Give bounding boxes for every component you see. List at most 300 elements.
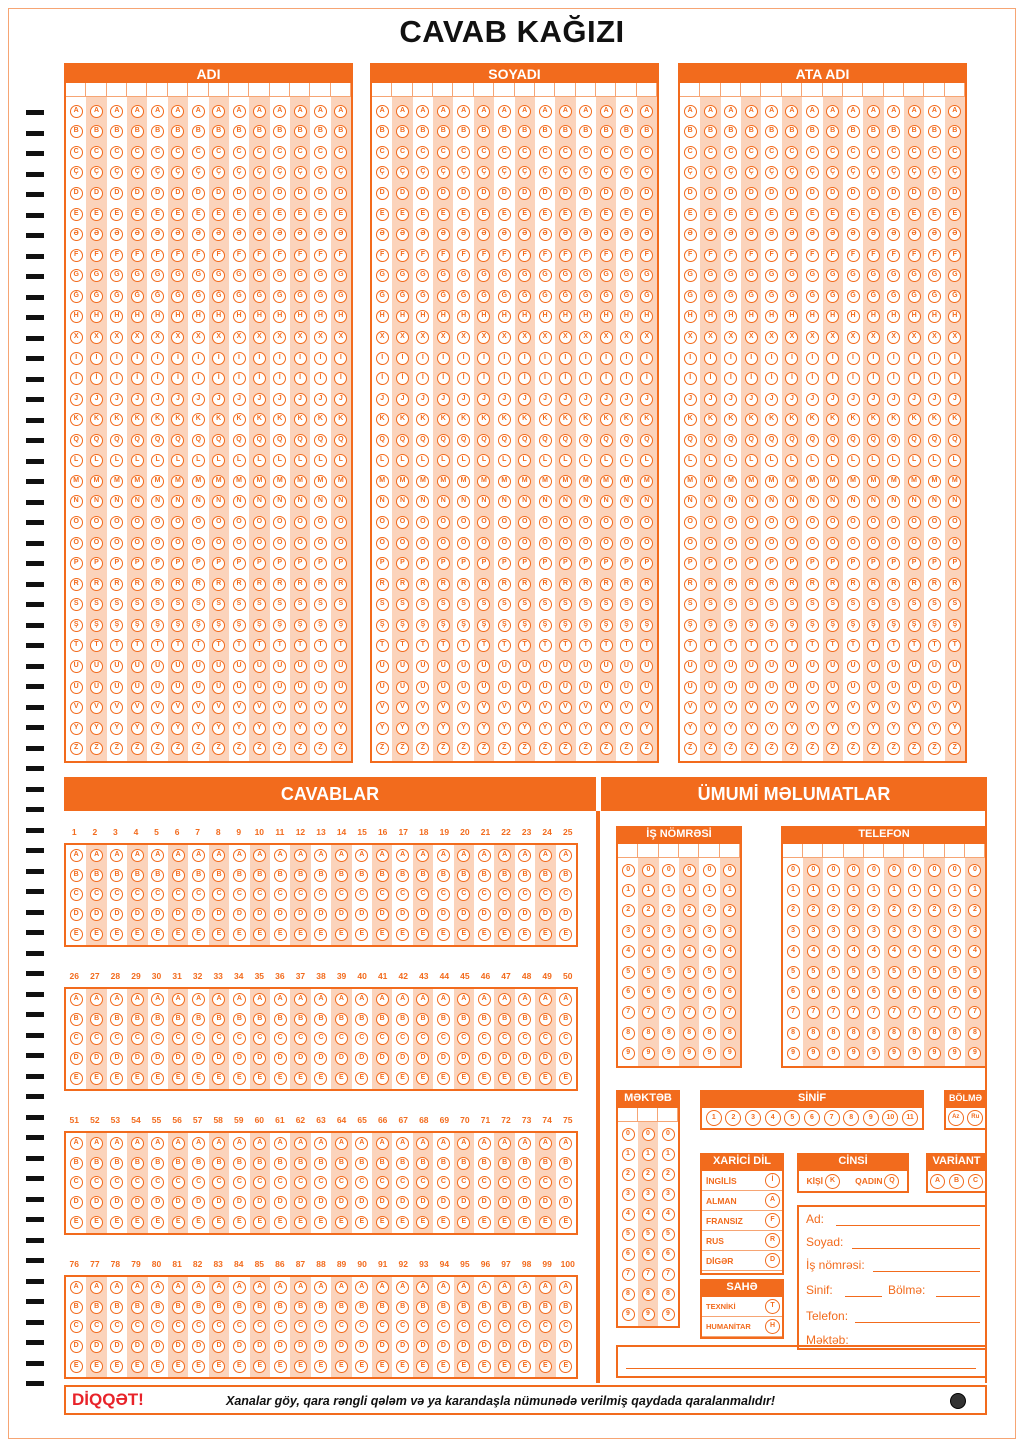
letter-bubble[interactable]: H xyxy=(376,310,389,323)
answer-bubble[interactable]: C xyxy=(110,1176,123,1189)
letter-bubble[interactable]: İ xyxy=(948,372,961,385)
letter-bubble[interactable]: R xyxy=(294,578,307,591)
letter-bubble[interactable]: B xyxy=(233,125,246,138)
letter-bubble[interactable]: J xyxy=(847,393,860,406)
letter-bubble[interactable]: K xyxy=(785,413,798,426)
letter-bubble[interactable]: Ö xyxy=(90,537,103,550)
answer-bubble[interactable]: E xyxy=(192,1360,205,1373)
letter-bubble[interactable]: L xyxy=(294,454,307,467)
letter-bubble[interactable]: A xyxy=(620,105,633,118)
answer-bubble[interactable]: C xyxy=(314,1032,327,1045)
letter-bubble[interactable]: F xyxy=(273,249,286,262)
letter-bubble[interactable]: K xyxy=(171,413,184,426)
letter-bubble[interactable]: D xyxy=(253,187,266,200)
answer-bubble[interactable]: B xyxy=(396,1157,409,1170)
letter-bubble[interactable]: C xyxy=(334,146,347,159)
letter-bubble[interactable]: S xyxy=(704,598,717,611)
letter-bubble[interactable]: L xyxy=(806,454,819,467)
letter-bubble[interactable]: O xyxy=(765,516,778,529)
letter-bubble[interactable]: D xyxy=(110,187,123,200)
digit-bubble[interactable]: 3 xyxy=(642,925,655,938)
letter-bubble[interactable]: U xyxy=(151,660,164,673)
write-in-box[interactable] xyxy=(843,83,863,97)
letter-bubble[interactable]: Ö xyxy=(559,537,572,550)
letter-bubble[interactable]: N xyxy=(600,495,613,508)
digit-bubble[interactable]: 9 xyxy=(968,1047,981,1060)
answer-bubble[interactable]: E xyxy=(314,928,327,941)
letter-bubble[interactable]: Ö xyxy=(640,537,653,550)
letter-bubble[interactable]: E xyxy=(294,208,307,221)
letter-bubble[interactable]: Ç xyxy=(334,166,347,179)
digit-bubble[interactable]: 3 xyxy=(683,925,696,938)
letter-bubble[interactable]: K xyxy=(724,413,737,426)
letter-bubble[interactable]: Ğ xyxy=(908,290,921,303)
digit-bubble[interactable]: 9 xyxy=(622,1047,635,1060)
letter-bubble[interactable]: F xyxy=(498,249,511,262)
letter-bubble[interactable]: J xyxy=(867,393,880,406)
digit-bubble[interactable]: 7 xyxy=(642,1006,655,1019)
answer-bubble[interactable]: C xyxy=(376,1176,389,1189)
letter-bubble[interactable]: Ə xyxy=(110,228,123,241)
letter-bubble[interactable]: U xyxy=(620,660,633,673)
letter-bubble[interactable]: T xyxy=(151,639,164,652)
sinif-bubble[interactable]: 4 xyxy=(765,1110,781,1126)
answer-bubble[interactable]: E xyxy=(498,928,511,941)
letter-bubble[interactable]: U xyxy=(724,660,737,673)
letter-bubble[interactable]: E xyxy=(171,208,184,221)
letter-bubble[interactable]: D xyxy=(600,187,613,200)
answer-bubble[interactable]: D xyxy=(518,1340,531,1353)
answer-bubble[interactable]: E xyxy=(172,1216,185,1229)
letter-bubble[interactable]: Z xyxy=(948,742,961,755)
letter-bubble[interactable]: E xyxy=(70,208,83,221)
letter-bubble[interactable]: R xyxy=(745,578,758,591)
letter-bubble[interactable]: F xyxy=(151,249,164,262)
letter-bubble[interactable]: G xyxy=(498,269,511,282)
letter-bubble[interactable]: Ə xyxy=(539,228,552,241)
letter-bubble[interactable]: L xyxy=(314,454,327,467)
letter-bubble[interactable]: I xyxy=(518,352,531,365)
letter-bubble[interactable]: Ğ xyxy=(559,290,572,303)
letter-bubble[interactable]: S xyxy=(785,598,798,611)
letter-bubble[interactable]: T xyxy=(948,639,961,652)
letter-bubble[interactable]: Ə xyxy=(233,228,246,241)
letter-bubble[interactable]: U xyxy=(498,660,511,673)
answer-bubble[interactable]: E xyxy=(396,1360,409,1373)
letter-bubble[interactable]: D xyxy=(887,187,900,200)
answer-bubble[interactable]: B xyxy=(416,1301,429,1314)
letter-bubble[interactable]: P xyxy=(396,557,409,570)
letter-bubble[interactable]: N xyxy=(826,495,839,508)
letter-bubble[interactable]: Ç xyxy=(684,166,697,179)
letter-bubble[interactable]: İ xyxy=(416,372,429,385)
write-in-box[interactable] xyxy=(413,83,433,97)
answer-bubble[interactable]: B xyxy=(131,1013,144,1026)
letter-bubble[interactable]: Ü xyxy=(518,681,531,694)
letter-bubble[interactable]: O xyxy=(314,516,327,529)
letter-bubble[interactable]: K xyxy=(90,413,103,426)
letter-bubble[interactable]: Ə xyxy=(253,228,266,241)
letter-bubble[interactable]: V xyxy=(334,701,347,714)
answer-bubble[interactable]: C xyxy=(518,1032,531,1045)
letter-bubble[interactable]: Ç xyxy=(539,166,552,179)
letter-bubble[interactable]: İ xyxy=(334,372,347,385)
letter-bubble[interactable]: Ü xyxy=(785,681,798,694)
answer-bubble[interactable]: D xyxy=(233,1340,246,1353)
letter-bubble[interactable]: Y xyxy=(253,722,266,735)
letter-bubble[interactable]: A xyxy=(600,105,613,118)
letter-bubble[interactable]: Ş xyxy=(233,619,246,632)
letter-bubble[interactable]: Q xyxy=(131,434,144,447)
letter-bubble[interactable]: Ə xyxy=(171,228,184,241)
letter-bubble[interactable]: B xyxy=(151,125,164,138)
letter-bubble[interactable]: Ə xyxy=(745,228,758,241)
letter-bubble[interactable]: T xyxy=(171,639,184,652)
letter-bubble[interactable]: B xyxy=(826,125,839,138)
letter-bubble[interactable]: M xyxy=(745,475,758,488)
letter-bubble[interactable]: Ğ xyxy=(806,290,819,303)
letter-bubble[interactable]: Ğ xyxy=(745,290,758,303)
letter-bubble[interactable]: I xyxy=(867,352,880,365)
write-in-box[interactable] xyxy=(555,83,575,97)
letter-bubble[interactable]: L xyxy=(477,454,490,467)
letter-bubble[interactable]: G xyxy=(847,269,860,282)
answer-bubble[interactable]: A xyxy=(416,1281,429,1294)
letter-bubble[interactable]: D xyxy=(477,187,490,200)
digit-bubble[interactable]: 1 xyxy=(703,884,716,897)
answer-bubble[interactable]: D xyxy=(539,908,552,921)
letter-bubble[interactable]: T xyxy=(908,639,921,652)
letter-bubble[interactable]: Ç xyxy=(704,166,717,179)
write-in-box[interactable] xyxy=(474,83,494,97)
letter-bubble[interactable]: İ xyxy=(498,372,511,385)
letter-bubble[interactable]: F xyxy=(212,249,225,262)
letter-bubble[interactable]: J xyxy=(437,393,450,406)
letter-bubble[interactable]: T xyxy=(110,639,123,652)
letter-bubble[interactable]: Z xyxy=(785,742,798,755)
letter-bubble[interactable]: E xyxy=(273,208,286,221)
letter-bubble[interactable]: E xyxy=(376,208,389,221)
letter-bubble[interactable]: T xyxy=(620,639,633,652)
letter-bubble[interactable]: E xyxy=(948,208,961,221)
letter-bubble[interactable]: V xyxy=(437,701,450,714)
digit-bubble[interactable]: 1 xyxy=(622,1148,635,1161)
letter-bubble[interactable]: Ş xyxy=(334,619,347,632)
answer-bubble[interactable]: D xyxy=(233,908,246,921)
answer-bubble[interactable]: B xyxy=(314,1301,327,1314)
answer-bubble[interactable]: D xyxy=(274,1340,287,1353)
answer-bubble[interactable]: E xyxy=(355,1360,368,1373)
answer-bubble[interactable]: D xyxy=(437,1052,450,1065)
letter-bubble[interactable]: A xyxy=(416,105,429,118)
letter-bubble[interactable]: Q xyxy=(110,434,123,447)
letter-bubble[interactable]: Z xyxy=(457,742,470,755)
letter-bubble[interactable]: Z xyxy=(867,742,880,755)
answer-bubble[interactable]: C xyxy=(416,1032,429,1045)
letter-bubble[interactable]: L xyxy=(171,454,184,467)
answer-bubble[interactable]: D xyxy=(376,1340,389,1353)
letter-bubble[interactable]: C xyxy=(887,146,900,159)
letter-bubble[interactable]: H xyxy=(724,310,737,323)
answer-bubble[interactable]: B xyxy=(253,1301,266,1314)
letter-bubble[interactable]: Q xyxy=(847,434,860,447)
letter-bubble[interactable]: İ xyxy=(376,372,389,385)
answer-bubble[interactable]: A xyxy=(335,1281,348,1294)
answer-bubble[interactable]: E xyxy=(212,1360,225,1373)
letter-bubble[interactable]: Ə xyxy=(579,228,592,241)
answer-bubble[interactable]: A xyxy=(457,1137,470,1150)
letter-bubble[interactable]: Ş xyxy=(640,619,653,632)
letter-bubble[interactable]: Ğ xyxy=(334,290,347,303)
letter-bubble[interactable]: V xyxy=(704,701,717,714)
answer-bubble[interactable]: B xyxy=(396,869,409,882)
digit-bubble[interactable]: 5 xyxy=(622,966,635,979)
answer-bubble[interactable]: C xyxy=(376,888,389,901)
answer-bubble[interactable]: B xyxy=(192,869,205,882)
answer-bubble[interactable]: B xyxy=(253,869,266,882)
answer-bubble[interactable]: E xyxy=(233,1216,246,1229)
letter-bubble[interactable]: P xyxy=(948,557,961,570)
letter-bubble[interactable]: Ə xyxy=(724,228,737,241)
letter-bubble[interactable]: İ xyxy=(724,372,737,385)
digit-bubble[interactable]: 7 xyxy=(787,1006,800,1019)
letter-bubble[interactable]: Ü xyxy=(90,681,103,694)
letter-bubble[interactable]: F xyxy=(457,249,470,262)
digit-bubble[interactable]: 9 xyxy=(847,1047,860,1060)
answer-bubble[interactable]: C xyxy=(151,1176,164,1189)
letter-bubble[interactable]: V xyxy=(498,701,511,714)
letter-bubble[interactable]: Y xyxy=(70,722,83,735)
letter-bubble[interactable]: M xyxy=(376,475,389,488)
letter-bubble[interactable]: E xyxy=(131,208,144,221)
letter-bubble[interactable]: T xyxy=(192,639,205,652)
answer-bubble[interactable]: E xyxy=(253,1216,266,1229)
digit-bubble[interactable]: 3 xyxy=(787,925,800,938)
letter-bubble[interactable]: I xyxy=(192,352,205,365)
letter-bubble[interactable]: Ü xyxy=(826,681,839,694)
answer-bubble[interactable]: E xyxy=(151,1360,164,1373)
answer-bubble[interactable]: E xyxy=(151,1072,164,1085)
answer-bubble[interactable]: B xyxy=(457,1157,470,1170)
letter-bubble[interactable]: V xyxy=(518,701,531,714)
answer-bubble[interactable]: B xyxy=(355,1013,368,1026)
answer-bubble[interactable]: D xyxy=(212,908,225,921)
letter-bubble[interactable]: E xyxy=(806,208,819,221)
digit-bubble[interactable]: 1 xyxy=(723,884,736,897)
letter-bubble[interactable]: L xyxy=(396,454,409,467)
answer-bubble[interactable]: E xyxy=(212,1216,225,1229)
letter-bubble[interactable]: O xyxy=(376,516,389,529)
letter-bubble[interactable]: Ş xyxy=(131,619,144,632)
letter-bubble[interactable]: T xyxy=(826,639,839,652)
letter-bubble[interactable]: F xyxy=(192,249,205,262)
letter-bubble[interactable]: V xyxy=(273,701,286,714)
letter-bubble[interactable]: R xyxy=(724,578,737,591)
digit-bubble[interactable]: 0 xyxy=(908,864,921,877)
letter-bubble[interactable]: S xyxy=(579,598,592,611)
answer-bubble[interactable]: A xyxy=(539,1137,552,1150)
answer-bubble[interactable]: D xyxy=(233,1052,246,1065)
answer-bubble[interactable]: A xyxy=(335,1137,348,1150)
answer-bubble[interactable]: A xyxy=(110,1137,123,1150)
letter-bubble[interactable]: R xyxy=(192,578,205,591)
letter-bubble[interactable]: F xyxy=(110,249,123,262)
letter-bubble[interactable]: C xyxy=(620,146,633,159)
answer-bubble[interactable]: A xyxy=(233,849,246,862)
field-line-ad[interactable] xyxy=(836,1225,980,1226)
letter-bubble[interactable]: C xyxy=(579,146,592,159)
letter-bubble[interactable]: K xyxy=(579,413,592,426)
letter-bubble[interactable]: O xyxy=(704,516,717,529)
letter-bubble[interactable]: J xyxy=(559,393,572,406)
letter-bubble[interactable]: R xyxy=(847,578,860,591)
answer-bubble[interactable]: C xyxy=(437,1032,450,1045)
letter-bubble[interactable]: S xyxy=(518,598,531,611)
letter-bubble[interactable]: İ xyxy=(90,372,103,385)
answer-bubble[interactable]: B xyxy=(314,1013,327,1026)
letter-bubble[interactable]: Q xyxy=(826,434,839,447)
letter-bubble[interactable]: P xyxy=(640,557,653,570)
letter-bubble[interactable]: M xyxy=(826,475,839,488)
answer-bubble[interactable]: C xyxy=(457,1032,470,1045)
letter-bubble[interactable]: J xyxy=(192,393,205,406)
digit-bubble[interactable]: 0 xyxy=(948,864,961,877)
letter-bubble[interactable]: I xyxy=(684,352,697,365)
letter-bubble[interactable]: L xyxy=(110,454,123,467)
letter-bubble[interactable]: Y xyxy=(233,722,246,735)
letter-bubble[interactable]: V xyxy=(233,701,246,714)
letter-bubble[interactable]: B xyxy=(745,125,758,138)
digit-bubble[interactable]: 1 xyxy=(662,884,675,897)
letter-bubble[interactable]: M xyxy=(600,475,613,488)
answer-bubble[interactable]: B xyxy=(539,1013,552,1026)
letter-bubble[interactable]: Ü xyxy=(416,681,429,694)
letter-bubble[interactable]: H xyxy=(928,310,941,323)
letter-bubble[interactable]: E xyxy=(704,208,717,221)
letter-bubble[interactable]: M xyxy=(314,475,327,488)
digit-bubble[interactable]: 0 xyxy=(662,1128,675,1141)
letter-bubble[interactable]: O xyxy=(334,516,347,529)
letter-bubble[interactable]: D xyxy=(437,187,450,200)
answer-bubble[interactable]: C xyxy=(172,1320,185,1333)
letter-bubble[interactable]: J xyxy=(765,393,778,406)
answer-bubble[interactable]: D xyxy=(274,1196,287,1209)
letter-bubble[interactable]: Ü xyxy=(600,681,613,694)
letter-bubble[interactable]: Q xyxy=(724,434,737,447)
digit-bubble[interactable]: 9 xyxy=(622,1308,635,1321)
letter-bubble[interactable]: F xyxy=(559,249,572,262)
letter-bubble[interactable]: A xyxy=(477,105,490,118)
answer-bubble[interactable]: E xyxy=(110,1072,123,1085)
letter-bubble[interactable]: C xyxy=(171,146,184,159)
letter-bubble[interactable]: V xyxy=(70,701,83,714)
answer-bubble[interactable]: E xyxy=(478,928,491,941)
letter-bubble[interactable]: D xyxy=(212,187,225,200)
letter-bubble[interactable]: I xyxy=(539,352,552,365)
letter-bubble[interactable]: L xyxy=(887,454,900,467)
letter-bubble[interactable]: Ə xyxy=(600,228,613,241)
letter-bubble[interactable]: Ğ xyxy=(724,290,737,303)
answer-bubble[interactable]: C xyxy=(212,1176,225,1189)
letter-bubble[interactable]: E xyxy=(826,208,839,221)
write-in-box[interactable] xyxy=(249,83,269,97)
letter-bubble[interactable]: S xyxy=(70,598,83,611)
letter-bubble[interactable]: A xyxy=(70,105,83,118)
letter-bubble[interactable]: Ğ xyxy=(477,290,490,303)
answer-bubble[interactable]: B xyxy=(376,1301,389,1314)
answer-bubble[interactable]: C xyxy=(396,888,409,901)
answer-bubble[interactable]: A xyxy=(172,1281,185,1294)
letter-bubble[interactable]: B xyxy=(294,125,307,138)
letter-bubble[interactable]: I xyxy=(90,352,103,365)
letter-bubble[interactable]: X xyxy=(579,331,592,344)
write-in-box[interactable] xyxy=(700,83,720,97)
digit-bubble[interactable]: 3 xyxy=(703,925,716,938)
letter-bubble[interactable]: R xyxy=(70,578,83,591)
digit-bubble[interactable]: 8 xyxy=(662,1027,675,1040)
letter-bubble[interactable]: Ç xyxy=(396,166,409,179)
answer-bubble[interactable]: A xyxy=(518,1281,531,1294)
digit-bubble[interactable]: 1 xyxy=(867,884,880,897)
letter-bubble[interactable]: Ç xyxy=(518,166,531,179)
letter-bubble[interactable]: Ş xyxy=(867,619,880,632)
digit-bubble[interactable]: 4 xyxy=(683,945,696,958)
letter-bubble[interactable]: G xyxy=(233,269,246,282)
answer-bubble[interactable]: C xyxy=(559,1032,572,1045)
answer-bubble[interactable]: A xyxy=(478,993,491,1006)
letter-bubble[interactable]: J xyxy=(684,393,697,406)
letter-bubble[interactable]: Ğ xyxy=(498,290,511,303)
letter-bubble[interactable]: J xyxy=(376,393,389,406)
letter-bubble[interactable]: Q xyxy=(294,434,307,447)
answer-bubble[interactable]: C xyxy=(559,888,572,901)
letter-bubble[interactable]: Y xyxy=(765,722,778,735)
answer-bubble[interactable]: B xyxy=(478,1013,491,1026)
answer-bubble[interactable]: A xyxy=(192,993,205,1006)
digit-bubble[interactable]: 8 xyxy=(948,1027,961,1040)
answer-bubble[interactable]: C xyxy=(518,1320,531,1333)
answer-bubble[interactable]: D xyxy=(457,1196,470,1209)
letter-bubble[interactable]: B xyxy=(90,125,103,138)
letter-bubble[interactable]: Ə xyxy=(704,228,717,241)
answer-bubble[interactable]: C xyxy=(437,1176,450,1189)
letter-bubble[interactable]: Y xyxy=(704,722,717,735)
digit-bubble[interactable]: 4 xyxy=(622,945,635,958)
letter-bubble[interactable]: H xyxy=(253,310,266,323)
answer-bubble[interactable]: D xyxy=(416,1340,429,1353)
answer-bubble[interactable]: E xyxy=(192,1216,205,1229)
letter-bubble[interactable]: Q xyxy=(151,434,164,447)
write-in-box[interactable] xyxy=(864,844,884,858)
letter-bubble[interactable]: Ç xyxy=(233,166,246,179)
answer-bubble[interactable]: D xyxy=(416,1052,429,1065)
answer-bubble[interactable]: E xyxy=(539,1072,552,1085)
answer-bubble[interactable]: B xyxy=(151,869,164,882)
letter-bubble[interactable]: L xyxy=(620,454,633,467)
answer-bubble[interactable]: D xyxy=(192,1340,205,1353)
write-in-box[interactable] xyxy=(904,83,924,97)
letter-bubble[interactable]: J xyxy=(396,393,409,406)
letter-bubble[interactable]: F xyxy=(826,249,839,262)
digit-bubble[interactable]: 5 xyxy=(642,1228,655,1241)
option-bubble[interactable]: D xyxy=(765,1253,780,1268)
write-in-box[interactable] xyxy=(803,844,823,858)
letter-bubble[interactable]: U xyxy=(887,660,900,673)
letter-bubble[interactable]: Y xyxy=(437,722,450,735)
answer-bubble[interactable]: D xyxy=(335,1340,348,1353)
letter-bubble[interactable]: X xyxy=(826,331,839,344)
answer-bubble[interactable]: D xyxy=(172,1052,185,1065)
